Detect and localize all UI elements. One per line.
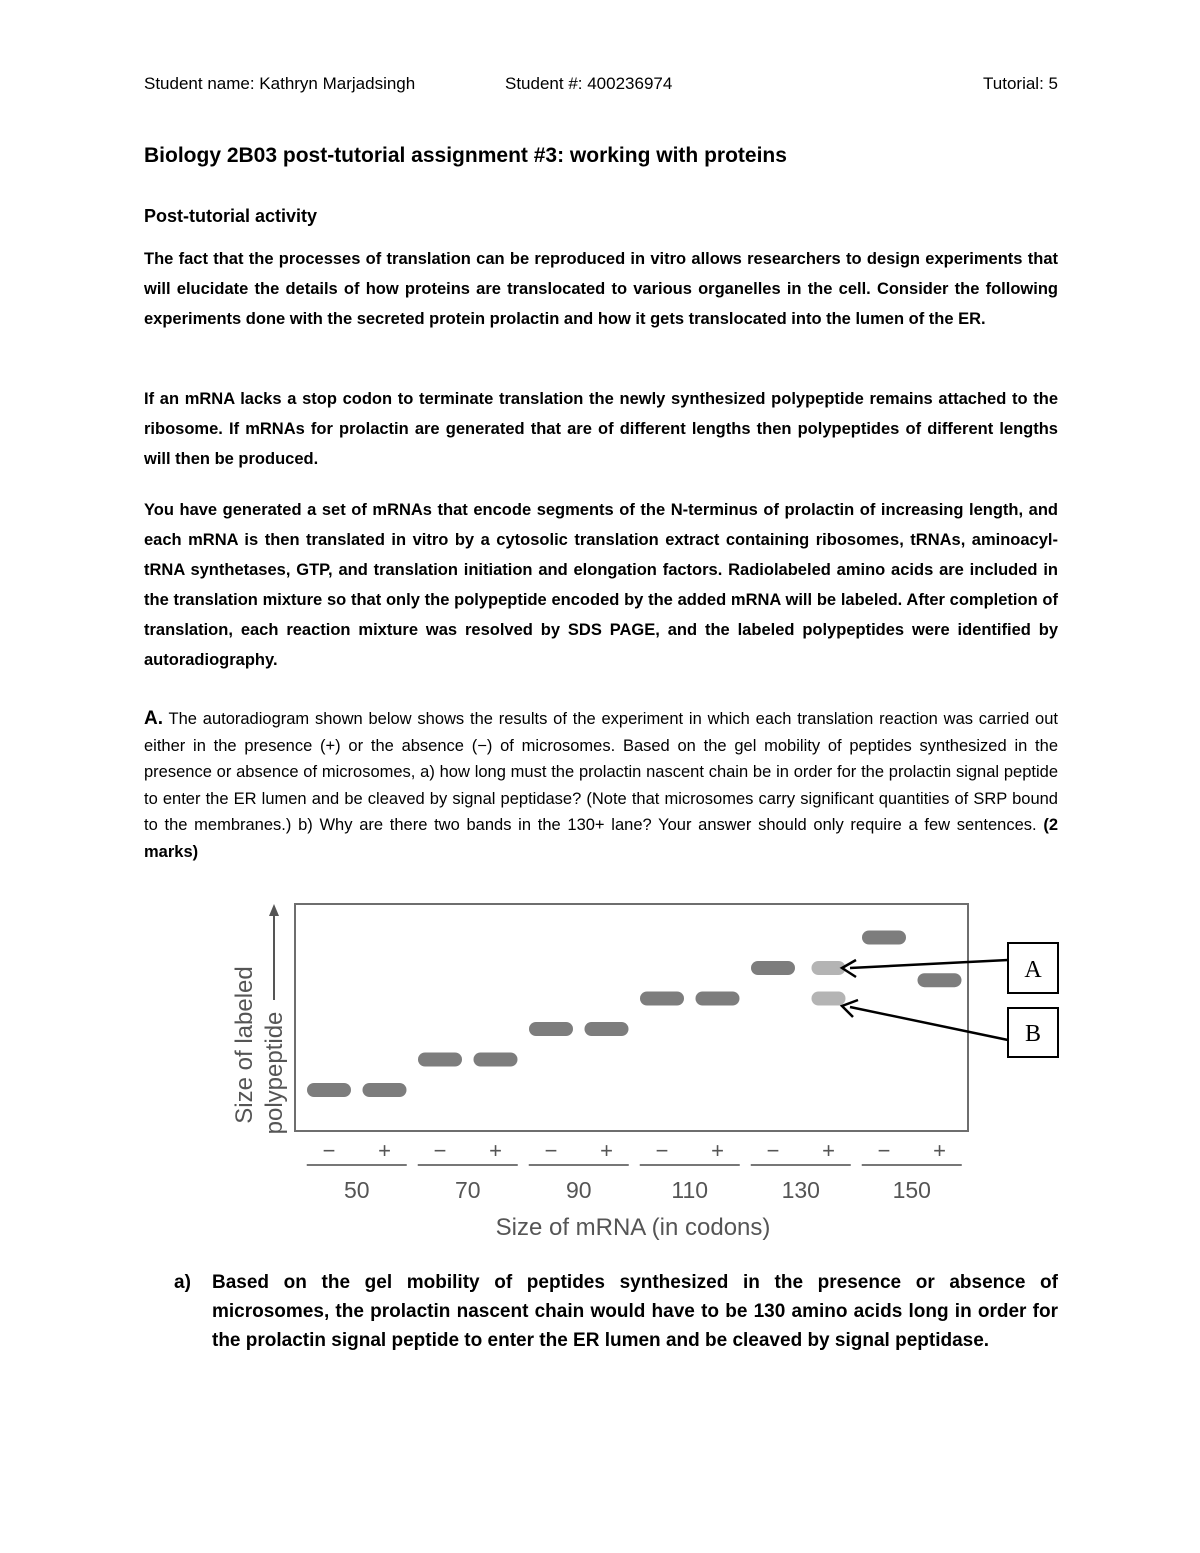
gel-band-130-plus-2 — [812, 992, 846, 1006]
lane-sign-110-plus: + — [711, 1138, 724, 1163]
lane-sign-70-plus: + — [489, 1138, 502, 1163]
lane-sign-130-plus: + — [822, 1138, 835, 1163]
gel-band-50-minus — [307, 1083, 351, 1097]
group-label-110: 110 — [671, 1177, 709, 1203]
answer-a-text: Based on the gel mobility of peptides synthesized in the presence or absence of microsomes, the prolactin nascent chain would have to be 130 amino acids long in order for the prolactin signal peptide to enter the ER lumen and be cleaved by signal peptidase. — [212, 1272, 1058, 1351]
group-label-50: 50 — [343, 1177, 370, 1203]
y-axis-label-line-2: polypeptide — [261, 1011, 288, 1135]
tutorial-number: Tutorial: 5 — [983, 74, 1058, 93]
lane-sign-110-minus: − — [655, 1138, 669, 1163]
question-a-marks: (2 marks) — [144, 816, 1058, 861]
x-axis-label: Size of mRNA (in codons) — [495, 1214, 771, 1241]
y-axis-arrowhead — [269, 904, 279, 916]
group-label-130: 130 — [781, 1177, 820, 1203]
callout-label-a: A — [1024, 957, 1042, 983]
gel-band-90-minus — [529, 1022, 573, 1036]
gel-band-110-minus — [640, 992, 684, 1006]
gel-band-50-plus — [363, 1083, 407, 1097]
gel-band-90-plus — [585, 1022, 629, 1036]
callouts — [842, 943, 1058, 1057]
gel-chart — [231, 904, 968, 1241]
group-label-150: 150 — [892, 1177, 931, 1203]
lane-sign-70-minus: − — [433, 1138, 447, 1163]
lane-sign-50-minus: − — [322, 1138, 336, 1163]
question-a-label: A. — [144, 708, 163, 729]
y-axis-label — [231, 966, 288, 1134]
lane-sign-130-minus: − — [766, 1138, 780, 1163]
student-number: Student #: 400236974 — [505, 74, 673, 93]
lane-sign-150-plus: + — [933, 1138, 946, 1163]
lane-sign-50-plus: + — [378, 1138, 391, 1163]
gel-band-150-minus — [862, 931, 906, 945]
paragraph-stop-codon: If an mRNA lacks a stop codon to terminate translation the newly synthesized polypeptide remains attached to the ribosome. If mRNAs for prolactin are generated that are of different lengths then polypeptides of different lengths will then be produced. — [144, 390, 1058, 468]
paragraph-experiment: You have generated a set of mRNAs that encode segments of the N-terminus of prolactin of increasing length, and each mRNA is then translated in vitro by a cytosolic translation extract containing ribosomes, tRNAs, aminoacyl-tRNA synthetases, GTP, and translation initiation and elongation factors. Radiolabeled amino acids are included in the translation mixture so that only the polypeptide encoded by the added mRNA will be labeled. After completion of translation, each reaction mixture was resolved by SDS PAGE, and the labeled polypeptides were identified by autoradiography. — [144, 501, 1058, 669]
student-name: Student name: Kathryn Marjadsingh — [144, 74, 416, 93]
question-a-text: The autoradiogram shown below shows the results of the experiment in which each translation reaction was carried out either in the presence (+) or the absence (−) of microsomes. Based on the gel mobility of peptides synthesized in the presence or absence of microsomes, a) how long must the prolactin nascent chain be in order for the prolactin signal peptide to enter the ER lumen and be cleaved by signal peptidase? (Note that microsomes carry significant quantities of SRP bound to the membranes.) b) Why are there two bands in the 130+ lane? Your answer should only require a few sentences. — [144, 710, 1058, 834]
group-label-90: 90 — [565, 1177, 592, 1203]
gel-band-130-minus — [751, 961, 795, 975]
answer-a-label: a) — [174, 1272, 191, 1293]
gel-band-70-minus — [418, 1053, 462, 1067]
gel-band-150-plus — [918, 973, 962, 987]
callout-label-b: B — [1024, 1021, 1042, 1047]
callout-arrow-a — [850, 960, 1008, 968]
callout-arrow-b — [850, 1007, 1008, 1040]
lane-sign-150-minus: − — [877, 1138, 891, 1163]
lane-sign-90-minus: − — [544, 1138, 558, 1163]
paragraph-intro: The fact that the processes of translation can be reproduced in vitro allows researchers to design experiments that will elucidate the details of how proteins are translocated to various organelles in the cell. Consider the following experiments done with the secreted protein prolactin and how it gets translocated into the lumen of the ER. — [144, 250, 1058, 328]
group-label-70: 70 — [454, 1177, 481, 1203]
page-header — [144, 74, 1058, 98]
y-axis-label-line-1: Size of labeled — [231, 966, 258, 1124]
gel-band-70-plus — [474, 1053, 518, 1067]
assignment-title: Biology 2B03 post-tutorial assignment #3: working with proteins — [144, 144, 787, 167]
gel-band-110-plus — [696, 992, 740, 1006]
question-a — [144, 706, 1058, 865]
section-heading: Post-tutorial activity — [144, 206, 318, 226]
lane-sign-90-plus: + — [600, 1138, 613, 1163]
